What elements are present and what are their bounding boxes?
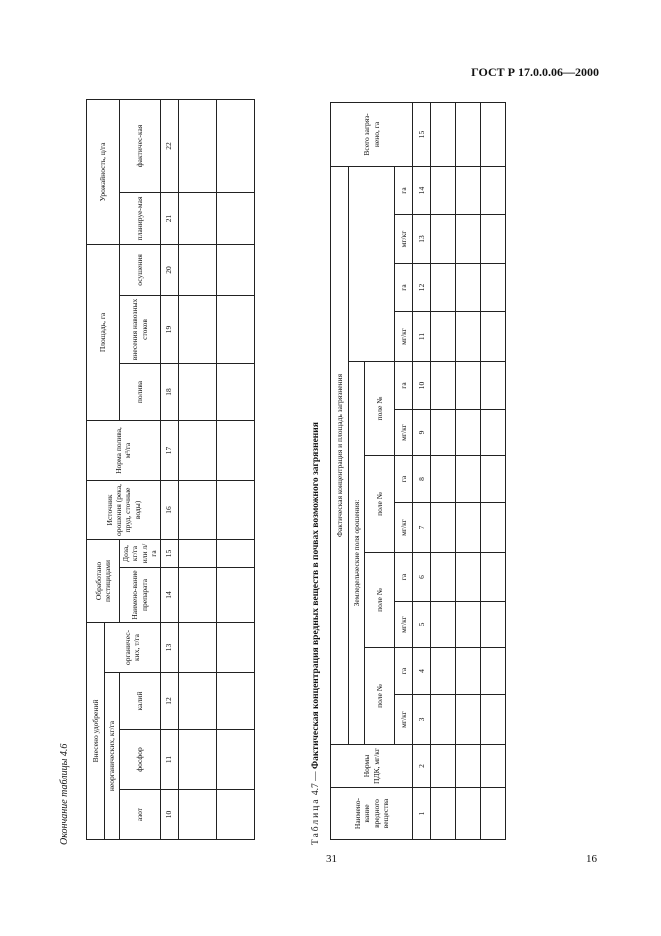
planned-yield-header: планируе-мая [120, 192, 161, 244]
column-number: 8 [413, 456, 431, 503]
column-number: 22 [160, 99, 178, 192]
inorganic-header: неорганических, кг/га [105, 673, 120, 840]
drainage-area-header: осушения [120, 244, 161, 295]
document-id: ГОСТ Р 17.0.0.06—2000 [471, 65, 599, 79]
table-row [431, 102, 456, 839]
caption-number: 4.7 [311, 783, 321, 796]
table-row [216, 99, 254, 839]
area-header: Площадь, га [87, 244, 120, 420]
irrigation-area-header: полива [120, 363, 161, 420]
column-number: 2 [413, 745, 431, 788]
nitrogen-header: азот [120, 790, 161, 840]
column-number: 21 [160, 192, 178, 244]
column-number: 14 [160, 567, 178, 622]
table-4-6-caption: Окончание таблицы 4.6 [59, 743, 70, 845]
organic-header: органичес-ких, т/га [105, 622, 161, 672]
ha-header: га [395, 264, 413, 312]
column-number: 4 [413, 648, 431, 695]
column-number: 9 [413, 410, 431, 456]
phosphorus-header: фосфор [120, 730, 161, 790]
column-number: 12 [413, 264, 431, 312]
caption-title: Фактическая концентрация вредных веществ в почвах возможного загрязнения [311, 422, 321, 769]
preparation-header: Наимено-вание препарата [120, 567, 161, 622]
column-number: 17 [160, 420, 178, 480]
column-number: 1 [413, 788, 431, 840]
column-number: 13 [160, 622, 178, 672]
table-row [456, 102, 481, 839]
column-number-row [413, 102, 431, 839]
column-number: 13 [413, 215, 431, 264]
column-number: 5 [413, 602, 431, 648]
table-row [481, 102, 506, 839]
column-number: 3 [413, 695, 431, 745]
pdk-header: Нормы ПДК, мг/кг [331, 745, 413, 788]
column-number: 10 [413, 362, 431, 410]
column-number: 16 [160, 480, 178, 539]
column-number: 11 [160, 730, 178, 790]
page-number-left: 31 [326, 853, 337, 865]
table-4-7-caption: Таблица 4.7 — Фактическая концентрация вредных веществ в почвах возможного загрязнения [311, 422, 321, 845]
column-number: 6 [413, 553, 431, 602]
total-polluted-header: Всего загряз-нено, га [331, 102, 413, 166]
column-number: 15 [413, 102, 431, 166]
dose-header: Доза, кг/га или л/га [120, 539, 161, 567]
yield-header: Урожайность, ц/га [87, 99, 120, 244]
table-row [178, 99, 216, 839]
ha-header: га [395, 456, 413, 503]
column-number: 19 [160, 295, 178, 363]
mg-kg-header: мг/кг [395, 503, 413, 553]
irrigation-fields-header: Земледельческие поля орошения: [349, 362, 365, 745]
column-number: 15 [160, 539, 178, 567]
mg-kg-header: мг/кг [395, 215, 413, 264]
table-4-7 [330, 102, 506, 840]
column-number: 14 [413, 166, 431, 214]
pesticides-header: Обработано пестицидами [87, 539, 120, 622]
ha-header: га [395, 553, 413, 602]
fertilizers-header: Внесено удобрений [87, 622, 105, 839]
sewage-area-header: внесения навозных стоков [120, 295, 161, 363]
field-number-header: поле № [365, 456, 395, 553]
actual-concentration-header: Фактическая концентрация и площадь загрязнения [331, 166, 349, 744]
mg-kg-header: мг/кг [395, 312, 413, 362]
actual-yield-header: фактичес-кая [120, 99, 161, 192]
mg-kg-header: мг/кг [395, 695, 413, 745]
page-number-right: 16 [586, 853, 597, 865]
irrigation-source-header: Источник орошения (река, пруд, сточные воды) [87, 480, 161, 539]
column-number: 12 [160, 673, 178, 730]
mg-kg-header: мг/кг [395, 602, 413, 648]
ha-header: га [395, 648, 413, 695]
mg-kg-header: мг/кг [395, 410, 413, 456]
field-number-header: поле № [365, 362, 395, 456]
column-number: 11 [413, 312, 431, 362]
column-number: 20 [160, 244, 178, 295]
field-number-header: поле № [365, 648, 395, 745]
ha-header: га [395, 166, 413, 214]
substance-name-header: Наимено-вание вредного вещества [331, 788, 413, 840]
ha-header: га [395, 362, 413, 410]
field-number-header: поле № [365, 553, 395, 648]
table-4-6 [86, 99, 255, 840]
column-number: 10 [160, 790, 178, 840]
irrigation-norm-header: Норма полива, м³/га [87, 420, 161, 480]
column-number-row [160, 99, 178, 839]
column-number: 7 [413, 503, 431, 553]
column-number: 18 [160, 363, 178, 420]
potassium-header: калий [120, 673, 161, 730]
caption-prefix: Таблица [311, 797, 321, 845]
